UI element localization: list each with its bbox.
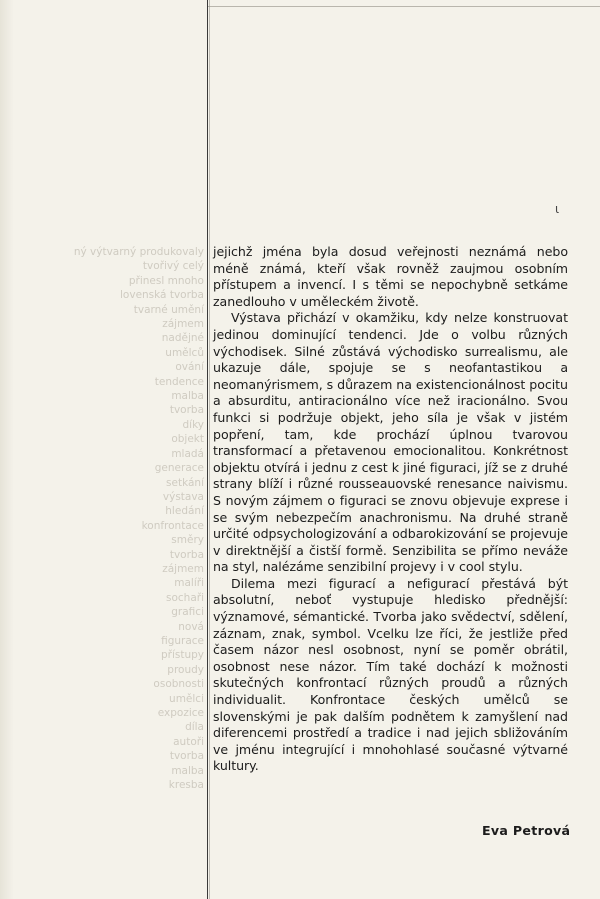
- article-body: [213, 244, 568, 775]
- margin-mark: ι: [555, 202, 560, 216]
- author-signature: Eva Petrová: [482, 823, 571, 838]
- paragraph-exhibition: Výstava přichází v okamžiku, kdy nelze konstruovat jedinou dominující tendenci. Jde o volbu různých východisek. Silné zůstává východisko surrealismu, ale ukazuje dále, spojuje se s neofantastikou a neomanýrismem, s důrazem na existencionálnost pocitu a absurditu, antiracionálno více než iracionálno. Svou funkci si podržuje objekt, jeho síla je však v jistém popření, tam, kde prochází úplnou tvarovou transformací a přetavenou emocionalitou. Konkrétnost objektu otvírá i jednu z cest k jiné figuraci, jíž se z druhé strany blíží i různé rousseauovské renesance naivismu. S novým zájmem o figuraci se znovu objevuje exprese i se svým nebezpečím anachronismu. Na druhé straně určité odpsychologizování a odbarokizování se projevuje v direktnější a čistší formě. Senzibilita se přímo neváže na styl, nalézáme senzibilní projevy i v cool stylu.: [213, 310, 568, 575]
- paragraph-continuation: jejichž jména byla dosud veřejnosti neznámá nebo méně známá, kteří však rovněž zaujmou osobním přístupem a invencí. I s těmi se nepochybně setkáme zanedlouho v uměleckém životě.: [213, 244, 568, 309]
- paragraph-dilemma: Dilema mezi figurací a nefigurací přestává být absolutní, neboť vystupuje hledisko přednější: významové, sémantické. Tvorba jako svědectví, sdělení, záznam, znak, symbol. Vcelku lze říci, že jestliže před časem názor nesl osobnost, nyní se poměr obrátil, osobnost nese názor. Tím také dochází k možnosti skutečných konfrontací různých proudů a různých individualit. Konfrontace českých umělců se slovenskými je pak dalším podnětem k zamyšlení nad diferencemi prostředí a tradice i nad jejich sbližováním ve jménu integrující i mnohohlasé současné výtvarné kultury.: [213, 575, 568, 774]
- show-through-text: ný výtvarný produkovaly tvořivý celý přinesl mnoho lovenská tvorba tvarné umění zájmem nadějné umělců ování tendence malba tvorba díky objekt mladá generace setkání výstava hledání konfrontace směry tvorba zájmem malíři sochaři grafici nová figurace přístupy proudy osobnosti umělci expozice díla autoři tvorba malba kresba: [73, 246, 204, 792]
- fold-line-shadow: [209, 0, 210, 899]
- top-rule: [207, 6, 600, 7]
- page-edge: [0, 0, 14, 899]
- fold-line: [207, 0, 208, 899]
